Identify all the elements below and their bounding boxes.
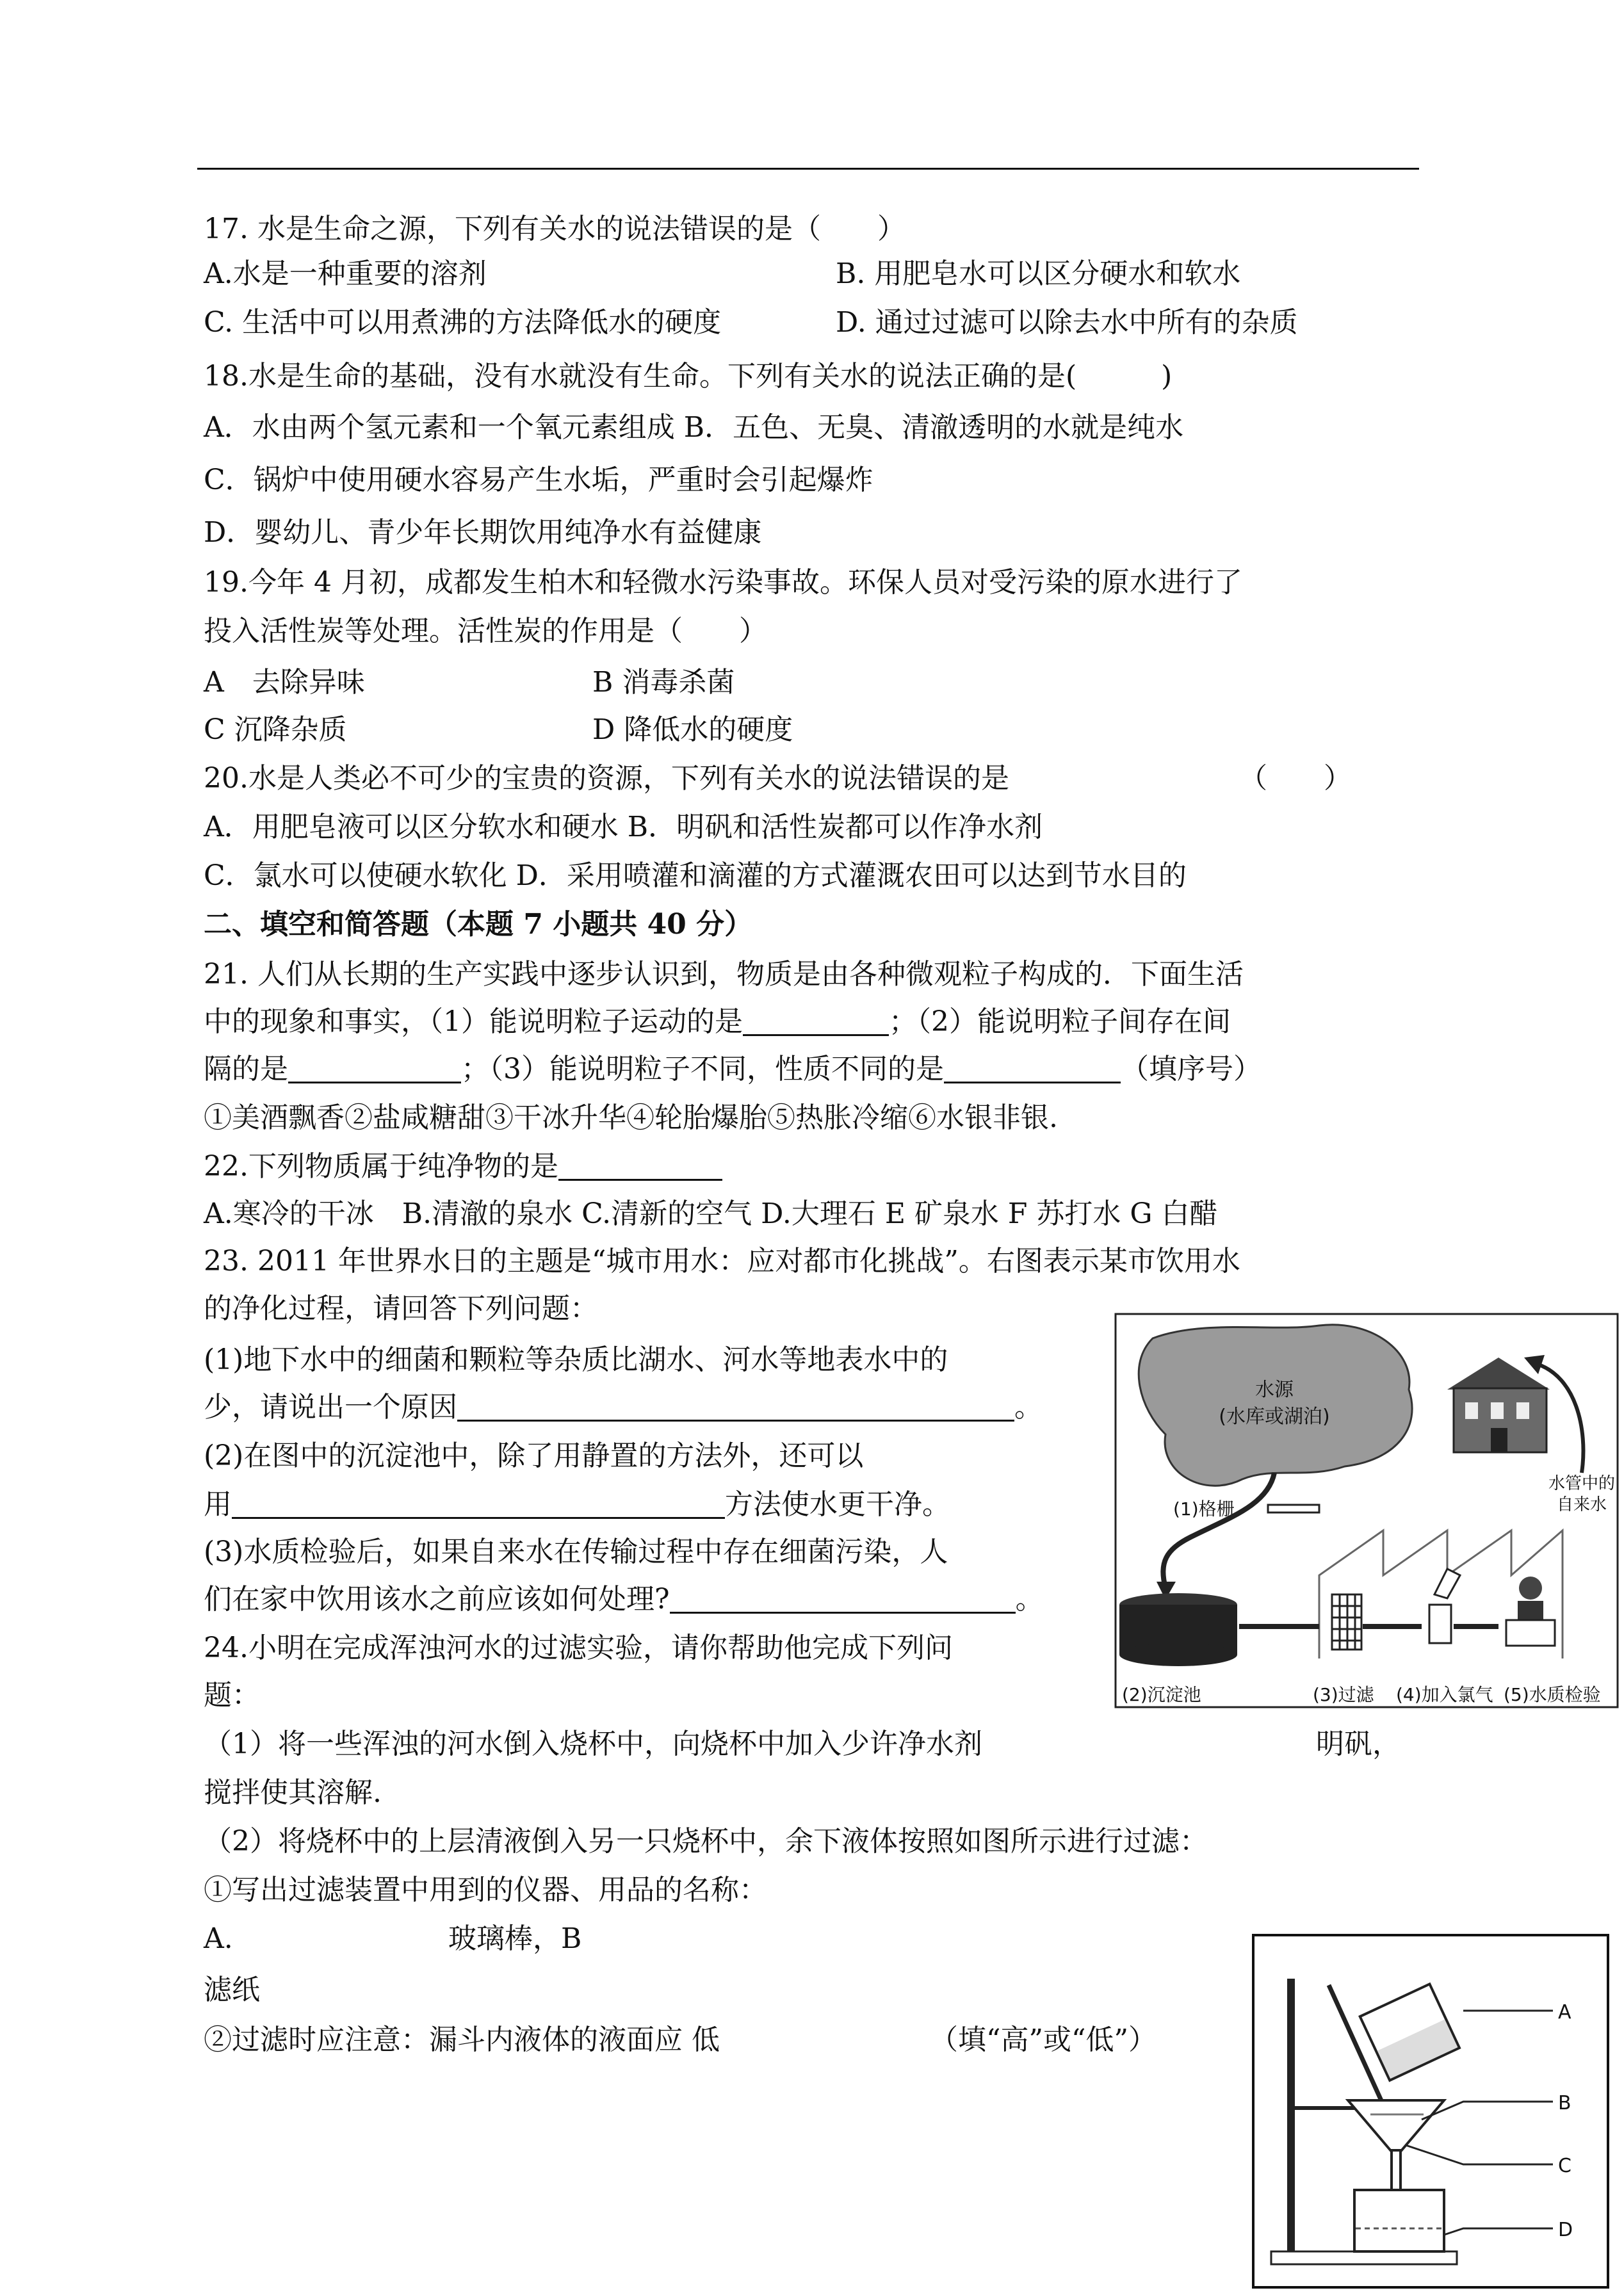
q19-option-b: B 消毒杀菌 <box>592 666 735 699</box>
q23-line-2: 的净化过程，请回答下列问题： <box>204 1292 598 1325</box>
q20-stem: 20.水是人类必不可少的宝贵的资源，下列有关水的说法错误的是 <box>204 762 1009 795</box>
diagram-step3-label: (3)过滤 <box>1313 1684 1374 1705</box>
q21-line-1: 21. 人们从长期的生产实践中逐步认识到，物质是由各种微观粒子构成的．下面生活 <box>204 958 1244 991</box>
q23-text: 。 <box>1015 1583 1044 1616</box>
q20-answer-paren: （ ） <box>1239 762 1352 795</box>
q23-text: 。 <box>1014 1391 1043 1423</box>
figure-label-d: D <box>1558 2219 1573 2241</box>
q23-blank-1[interactable] <box>457 1390 1014 1422</box>
q23-blank-3[interactable] <box>670 1582 1016 1614</box>
q24-part-1a: （1）将一些浑浊的河水倒入烧杯中，向烧杯中加入少许净水剂 <box>204 1728 982 1760</box>
q21-line-4: ①美酒飘香②盐咸糖甜③干冰升华④轮胎爆胎⑤热胀冷缩⑥水银非银. <box>204 1101 1058 1134</box>
q24-part-6b: （填“高”或“低”） <box>930 2023 1157 2056</box>
q23-text: 们在家中饮用该水之前应该如何处理? <box>204 1583 670 1616</box>
q21-blank-2[interactable] <box>288 1052 461 1083</box>
q22-options: A.寒冷的干冰 B.清澈的泉水 C.清新的空气 D.大理石 E 矿泉水 F 苏打水 G 白醋 <box>204 1197 1218 1230</box>
filter-grid-icon <box>1332 1594 1361 1650</box>
q23-part-1b <box>204 1390 1043 1425</box>
q19-option-d: D 降低水的硬度 <box>592 713 793 746</box>
q23-part-3b <box>204 1582 1044 1618</box>
q24-part-5: 滤纸 <box>204 1974 260 2006</box>
q20-option-ab: A．用肥皂液可以区分软水和硬水 B．明矾和活性炭都可以作净水剂 <box>204 811 1043 843</box>
q19-option-c: C 沉降杂质 <box>204 713 347 746</box>
q24-part-4a: A. <box>204 1922 233 1955</box>
q24-part-1b: 搅拌使其溶解. <box>204 1776 382 1809</box>
q23-part-2a: (2)在图中的沉淀池中，除了用静置的方法外，还可以 <box>204 1439 864 1472</box>
q22-line-1 <box>204 1149 722 1185</box>
diagram-step2-label: (2)沉淀池 <box>1122 1684 1201 1705</box>
q21-text: ；（2）能说明粒子间存在间 <box>889 1005 1231 1038</box>
q21-blank-3[interactable] <box>944 1052 1121 1083</box>
diagram-tap-label-1: 水管中的 <box>1548 1474 1616 1493</box>
diagram-source-sub-label: (水库或湖泊) <box>1219 1406 1330 1428</box>
q19-option-a: A 去除异味 <box>204 666 365 699</box>
q24-part-6a: ②过滤时应注意：漏斗内液体的液面应 低 <box>204 2023 720 2056</box>
diagram-step1-label: (1)格栅 <box>1173 1498 1235 1520</box>
q24-answer-rod: 玻璃棒，B <box>448 1922 582 1955</box>
q18-option-ab: A．水由两个氢元素和一个氧元素组成 B．五色、无臭、清澈透明的水就是纯水 <box>204 411 1184 444</box>
q17-option-d: D. 通过过滤可以除去水中所有的杂质 <box>836 306 1298 339</box>
q23-text: 少，请说出一个原因 <box>204 1391 457 1423</box>
receiving-beaker <box>1354 2190 1444 2251</box>
q21-blank-1[interactable] <box>743 1005 889 1036</box>
q23-blank-2[interactable] <box>232 1488 725 1519</box>
q23-part-1a: (1)地下水中的细菌和颗粒等杂质比湖水、河水等地表水中的 <box>204 1343 948 1376</box>
q22-stem: 22.下列物质属于纯净物的是 <box>204 1150 558 1183</box>
screen-grid-icon <box>1268 1505 1319 1512</box>
q23-text: 用 <box>204 1488 232 1521</box>
q24-line-2: 题： <box>204 1679 260 1712</box>
figure-label-b: B <box>1558 2092 1571 2114</box>
q23-part-2b <box>204 1487 950 1523</box>
q24-answer-alum: 明矾， <box>1316 1728 1401 1760</box>
q18-option-c: C．锅炉中使用硬水容易产生水垢，严重时会引起爆炸 <box>204 464 873 496</box>
figure-label-c: C <box>1558 2155 1571 2177</box>
settling-tank-bottom <box>1119 1643 1237 1666</box>
q21-line-3 <box>204 1051 1262 1087</box>
q21-line-2 <box>204 1004 1231 1040</box>
q21-text: （填序号） <box>1121 1053 1262 1085</box>
diagram-source-label: 水源 <box>1255 1379 1294 1401</box>
section-heading: 二、填空和简答题（本题 7 小题共 40 分） <box>204 908 753 941</box>
q23-text: 方法使水更干净。 <box>725 1488 950 1521</box>
q23-part-3a: (3)水质检验后，如果自来水在传输过程中存在细菌污染，人 <box>204 1536 948 1568</box>
ring-stand-rod <box>1287 1979 1295 2254</box>
q24-line-1: 24.小明在完成浑浊河水的过滤实验，请你帮助他完成下列问 <box>204 1632 953 1664</box>
q21-text: 中的现象和事实，（1）能说明粒子运动的是 <box>204 1005 743 1038</box>
q24-part-2: （2）将烧杯中的上层清液倒入另一只烧杯中，余下液体按照如图所示进行过滤： <box>204 1825 1208 1858</box>
filtration-apparatus-figure <box>1252 1934 1611 2290</box>
q18-option-d: D．婴幼儿、青少年长期饮用纯净水有益健康 <box>204 516 762 549</box>
diagram-step5-label: (5)水质检验 <box>1504 1684 1601 1705</box>
q17-option-c: C. 生活中可以用煮沸的方法降低水的硬度 <box>204 306 722 339</box>
q19-stem-1: 19.今年 4 月初，成都发生柏木和轻微水污染事故。环保人员对受污染的原水进行了 <box>204 566 1242 599</box>
q21-text: ；（3）能说明粒子不同，性质不同的是 <box>461 1053 944 1085</box>
water-purification-diagram <box>1114 1313 1620 1710</box>
q18-stem: 18.水是生命的基础，没有水就没有生命。下列有关水的说法正确的是( ) <box>204 360 1173 393</box>
q24-part-3: ①写出过滤装置中用到的仪器、用品的名称： <box>204 1874 767 1906</box>
diagram-tap-label-2: 自来水 <box>1556 1495 1607 1514</box>
q20-option-cd: C．氯水可以使硬水软化 D．采用喷灌和滴灌的方式灌溉农田可以达到节水目的 <box>204 859 1187 892</box>
q17-stem: 17. 水是生命之源，下列有关水的说法错误的是（ ） <box>204 213 905 245</box>
ring-stand-base <box>1271 2251 1457 2264</box>
q17-option-b: B. 用肥皂水可以区分硬水和软水 <box>836 257 1241 290</box>
header-rule <box>197 168 1419 170</box>
q17-option-a: A.水是一种重要的溶剂 <box>204 257 487 290</box>
q23-line-1: 23. 2011 年世界水日的主题是“城市用水：应对都市化挑战”。右图表示某市饮用水 <box>204 1245 1240 1277</box>
q19-stem-2: 投入活性炭等处理。活性炭的作用是（ ） <box>204 615 767 647</box>
figure-label-a: A <box>1558 2001 1571 2023</box>
q21-text: 隔的是 <box>204 1053 288 1085</box>
diagram-step4-label: (4)加入氯气 <box>1396 1684 1493 1705</box>
q22-blank[interactable] <box>558 1149 722 1181</box>
